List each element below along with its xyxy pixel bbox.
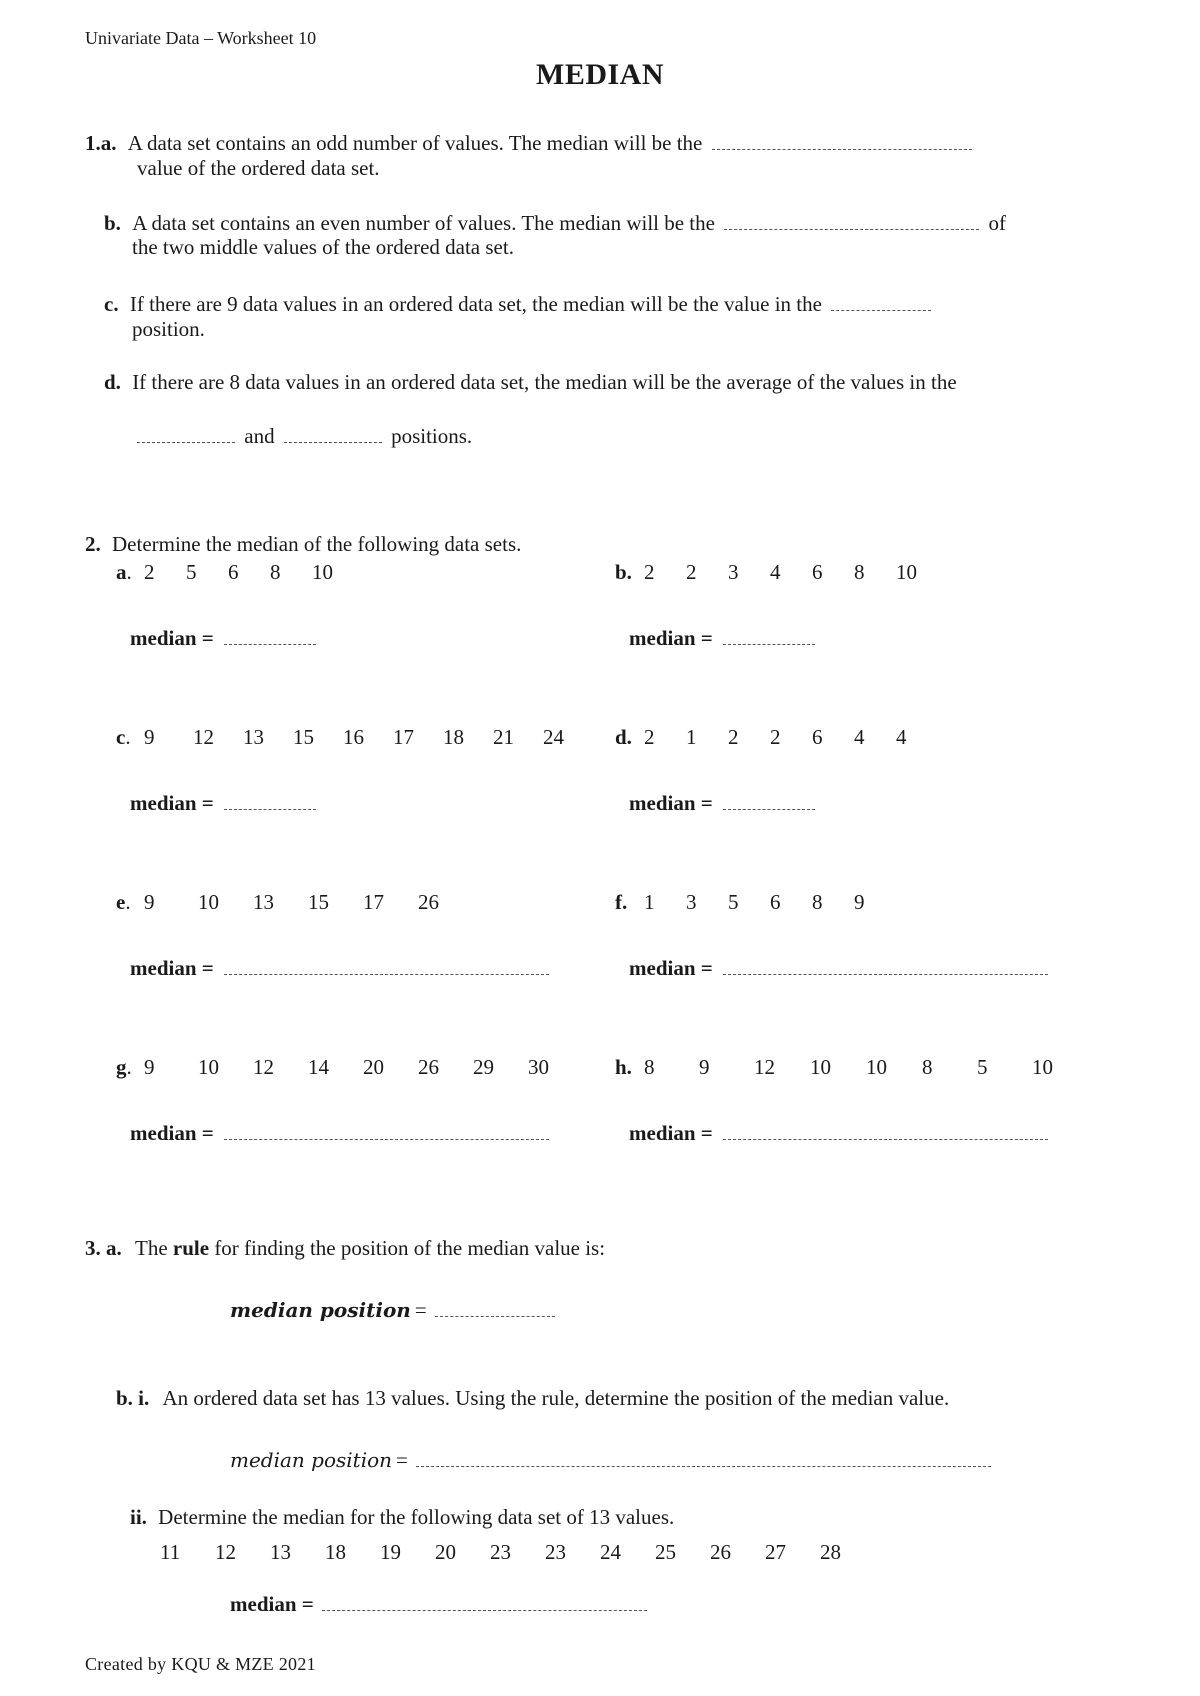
q1b-text: A data set contains an even number of values. The median will be the: [132, 211, 715, 235]
worksheet-header: Univariate Data – Worksheet 10: [85, 28, 317, 48]
q1a-text: A data set contains an odd number of values. The median will be the: [127, 131, 703, 155]
q2-set-0-median-line: [130, 626, 320, 651]
q1c-blank[interactable]: [831, 289, 931, 311]
data-value: 26: [710, 1540, 731, 1564]
q2-set-5-median-line: [629, 956, 1052, 981]
q2-set-label-letter: f.: [615, 890, 628, 914]
q1d-and: and: [244, 424, 275, 448]
data-value: 15: [293, 725, 314, 749]
data-value: 9: [144, 890, 155, 914]
q2-set-label-punct: .: [125, 725, 131, 749]
q3a-line: [85, 1236, 605, 1261]
q2-set-4-values: [144, 890, 473, 915]
q2-set-7-median-line: [629, 1121, 1052, 1146]
q2-label: 2.: [85, 532, 101, 556]
q3bi-text: An ordered data set has 13 values. Using the rule, determine the position of the median value.: [162, 1386, 950, 1410]
q3a-text-post: for finding the position of the median value is:: [214, 1236, 606, 1260]
q1b-of: of: [988, 211, 1006, 235]
data-value: 23: [545, 1540, 566, 1564]
data-value: 5: [728, 890, 739, 914]
data-value: 2: [144, 560, 155, 584]
data-value: 8: [644, 1055, 655, 1079]
q3a-blank[interactable]: [435, 1300, 555, 1317]
data-value: 6: [228, 560, 239, 584]
data-value: 13: [253, 890, 274, 914]
q2-set-0-label: [116, 560, 132, 585]
data-value: 19: [380, 1540, 401, 1564]
q1a-line2: value of the ordered data set.: [137, 156, 380, 180]
median-answer-blank[interactable]: [224, 793, 316, 810]
median-answer-blank[interactable]: [723, 793, 815, 810]
data-value: 10: [198, 1055, 219, 1079]
data-value: 3: [686, 890, 697, 914]
data-value: 20: [363, 1055, 384, 1079]
q3bii-median-label: median =: [230, 1592, 314, 1616]
q2-text: Determine the median of the following data sets.: [112, 532, 522, 556]
q3a-text-pre: The: [135, 1236, 168, 1260]
data-value: 21: [493, 725, 514, 749]
data-value: 25: [655, 1540, 676, 1564]
data-value: 10: [810, 1055, 831, 1079]
q1b-line2: the two middle values of the ordered data set.: [132, 235, 514, 259]
q2-set-1-values: [644, 560, 939, 585]
q3a-label: 3. a.: [85, 1236, 122, 1260]
q2-set-label-letter: d.: [615, 725, 632, 749]
data-value: 26: [418, 890, 439, 914]
q1a-line1: [85, 128, 976, 156]
median-label: median =: [629, 626, 713, 650]
q1b-label: b.: [104, 211, 121, 235]
q2-heading: [85, 532, 521, 557]
q1a-label: 1.a.: [85, 131, 117, 155]
median-label: median =: [629, 956, 713, 980]
q2-set-label-punct: .: [126, 1055, 132, 1079]
q3bii-text: Determine the median for the following data set of 13 values.: [158, 1505, 675, 1529]
median-label: median =: [629, 1121, 713, 1145]
data-value: 17: [363, 890, 384, 914]
q3a-median-position-label: median position: [230, 1298, 411, 1322]
data-value: 12: [193, 725, 214, 749]
q2-set-0-values: [144, 560, 355, 585]
q3bii-median-line: [230, 1592, 651, 1617]
q2-set-label-letter: a: [116, 560, 127, 584]
data-value: 10: [896, 560, 917, 584]
data-value: 17: [393, 725, 414, 749]
data-value: 24: [543, 725, 564, 749]
q1b-blank[interactable]: [724, 208, 979, 230]
q2-set-3-median-line: [629, 791, 819, 816]
data-value: 2: [644, 725, 655, 749]
q3bii-line: [130, 1505, 674, 1530]
data-value: 24: [600, 1540, 621, 1564]
q1d-blank-1[interactable]: [137, 421, 235, 443]
q1d-line1: [104, 370, 957, 395]
data-value: 2: [686, 560, 697, 584]
data-value: 20: [435, 1540, 456, 1564]
data-value: 12: [754, 1055, 775, 1079]
median-answer-blank[interactable]: [224, 958, 549, 975]
data-value: 4: [770, 560, 781, 584]
data-value: 5: [186, 560, 197, 584]
data-value: 26: [418, 1055, 439, 1079]
q3a-formula: [230, 1298, 559, 1323]
data-value: 13: [243, 725, 264, 749]
median-answer-blank[interactable]: [723, 1123, 1048, 1140]
q1d-positions: positions.: [391, 424, 473, 448]
data-value: 14: [308, 1055, 329, 1079]
data-value: 2: [770, 725, 781, 749]
q2-set-label-letter: c: [116, 725, 126, 749]
median-label: median =: [130, 1121, 214, 1145]
q2-set-label-letter: h.: [615, 1055, 632, 1079]
data-value: 3: [728, 560, 739, 584]
q2-set-7-label: [615, 1055, 632, 1080]
q3bi-formula: [230, 1448, 995, 1473]
q2-set-4-median-line: [130, 956, 553, 981]
data-value: 8: [854, 560, 865, 584]
q2-set-label-letter: g: [116, 1055, 127, 1079]
data-value: 6: [812, 725, 823, 749]
q1c-text: If there are 9 data values in an ordered data set, the median will be the value in the: [129, 292, 822, 316]
q3bi-blank[interactable]: [416, 1450, 991, 1467]
q2-set-label-punct: .: [126, 560, 132, 584]
median-answer-blank[interactable]: [723, 628, 815, 645]
data-value: 28: [820, 1540, 841, 1564]
data-value: 16: [343, 725, 364, 749]
data-value: 27: [765, 1540, 786, 1564]
q3a-text-rule: rule: [172, 1236, 210, 1260]
q2-set-label-letter: b.: [615, 560, 632, 584]
q2-set-2-label: [116, 725, 131, 750]
q3bii-label: ii.: [130, 1505, 147, 1529]
q2-set-label-letter: e: [116, 890, 126, 914]
median-label: median =: [130, 791, 214, 815]
data-value: 9: [699, 1055, 710, 1079]
q2-set-1-label: [615, 560, 632, 585]
data-value: 13: [270, 1540, 291, 1564]
median-answer-blank[interactable]: [723, 958, 1048, 975]
q2-set-2-values: [144, 725, 593, 750]
data-value: 9: [144, 1055, 155, 1079]
page-title: MEDIAN: [536, 58, 664, 91]
data-value: 18: [325, 1540, 346, 1564]
data-value: 11: [160, 1540, 181, 1564]
data-value: 6: [812, 560, 823, 584]
data-value: 9: [854, 890, 865, 914]
q2-set-3-label: [615, 725, 632, 750]
q2-set-3-values: [644, 725, 938, 750]
q3bi-line: [116, 1386, 949, 1411]
data-value: 1: [686, 725, 697, 749]
q3a-equals: =: [414, 1298, 427, 1322]
q2-set-4-label: [116, 890, 131, 915]
q2-set-2-median-line: [130, 791, 320, 816]
q1d-text: If there are 8 data values in an ordered data set, the median will be the average of the values in the: [132, 370, 957, 394]
data-value: 9: [144, 725, 155, 749]
q1c-line2: position.: [132, 317, 205, 341]
data-value: 15: [308, 890, 329, 914]
data-value: 8: [812, 890, 823, 914]
data-value: 10: [1032, 1055, 1053, 1079]
data-value: 2: [728, 725, 739, 749]
q2-set-6-median-line: [130, 1121, 553, 1146]
data-value: 18: [443, 725, 464, 749]
q1d-line2: [137, 421, 472, 449]
data-value: 29: [473, 1055, 494, 1079]
data-value: 10: [312, 560, 333, 584]
median-label: median =: [130, 626, 214, 650]
q2-set-5-values: [644, 890, 896, 915]
q2-set-1-median-line: [629, 626, 819, 651]
footer-credit: Created by KQU & MZE 2021: [85, 1654, 316, 1674]
q3bi-equals: =: [396, 1448, 408, 1472]
data-value: 2: [644, 560, 655, 584]
q2-set-6-values: [144, 1055, 583, 1080]
median-answer-blank[interactable]: [224, 1123, 549, 1140]
q2-set-label-punct: .: [125, 890, 131, 914]
data-value: 6: [770, 890, 781, 914]
median-label: median =: [629, 791, 713, 815]
q2-set-7-values: [644, 1055, 1088, 1080]
data-value: 12: [215, 1540, 236, 1564]
q1c-label: c.: [104, 292, 119, 316]
q1c-line1: [104, 289, 935, 317]
q3bii-values: [160, 1540, 875, 1565]
q3bi-median-position-label: median position: [230, 1448, 393, 1472]
q3bi-label: b. i.: [116, 1386, 150, 1410]
q1b-line1: [104, 208, 1006, 236]
data-value: 12: [253, 1055, 274, 1079]
data-value: 23: [490, 1540, 511, 1564]
q2-set-5-label: [615, 890, 627, 915]
data-value: 1: [644, 890, 655, 914]
data-value: 10: [198, 890, 219, 914]
q3bii-blank[interactable]: [322, 1594, 647, 1611]
q1d-label: d.: [104, 370, 121, 394]
data-value: 30: [528, 1055, 549, 1079]
data-value: 5: [977, 1055, 988, 1079]
data-value: 4: [854, 725, 865, 749]
q1a-blank[interactable]: [712, 128, 972, 150]
median-label: median =: [130, 956, 214, 980]
q2-set-6-label: [116, 1055, 132, 1080]
data-value: 4: [896, 725, 907, 749]
data-value: 8: [922, 1055, 933, 1079]
data-value: 8: [270, 560, 281, 584]
data-value: 10: [866, 1055, 887, 1079]
q1d-blank-2[interactable]: [284, 421, 382, 443]
median-answer-blank[interactable]: [224, 628, 316, 645]
